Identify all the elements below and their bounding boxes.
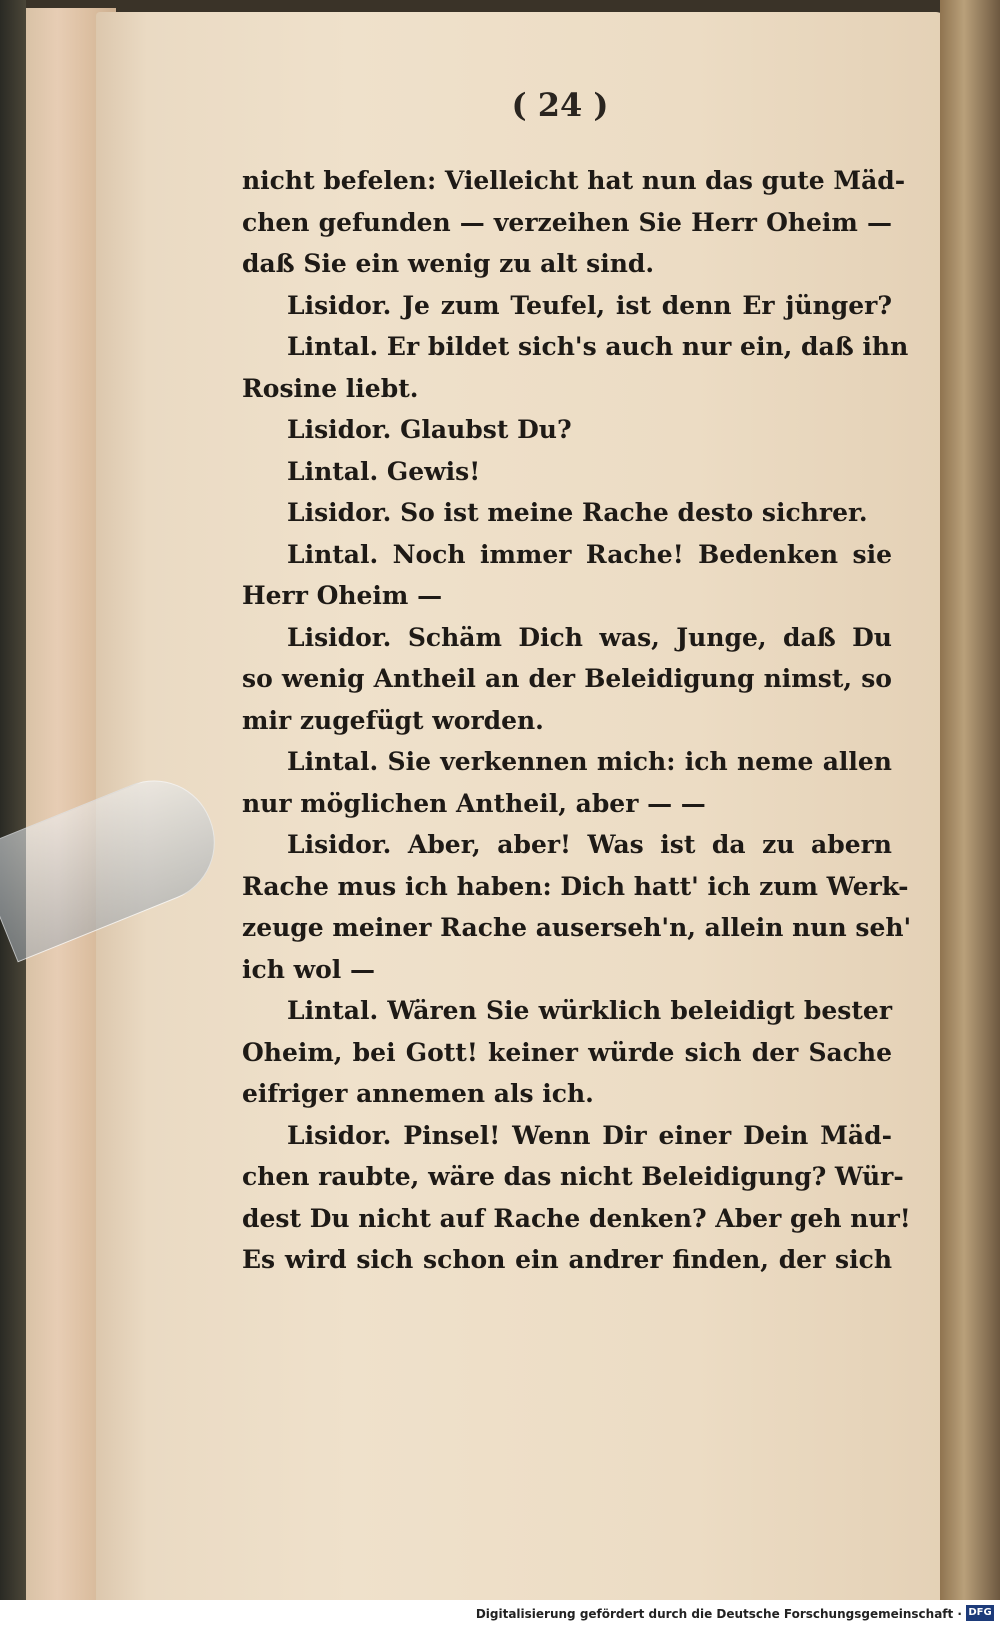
funding-credit: Digitalisierung gefördert durch die Deutsche Forschungsgemeinschaft ·	[475, 1607, 962, 1621]
text-line: Rache mus ich haben: Dich hatt' ich zum Werk-	[242, 871, 909, 901]
text-line: eifriger annemen als ich.	[242, 1079, 594, 1108]
text-line: Lisidor. Schäm Dich was, Junge, daß Du	[287, 622, 892, 652]
text-line: chen gefunden — verzeihen Sie Herr Oheim —	[242, 207, 892, 237]
dark-background	[0, 0, 26, 1600]
text-line: Lintal. Er bildet sich's auch nur ein, daß ihn	[287, 332, 909, 361]
text-line: Lintal. Gewis!	[287, 456, 481, 486]
dfg-logo: DFG	[966, 1605, 994, 1621]
text-line: nur möglichen Antheil, aber — —	[242, 788, 706, 818]
text-line: Lisidor. Pinsel! Wenn Dir einer Dein Mäd-	[287, 1120, 892, 1150]
text-line: chen raubte, wäre das nicht Beleidigung? Wür-	[242, 1162, 904, 1191]
text-line: Oheim, bei Gott! keiner würde sich der Sache	[242, 1037, 892, 1067]
text-line: daß Sie ein wenig zu alt sind.	[242, 249, 655, 278]
text-line: so wenig Antheil an der Beleidigung nimst, so	[242, 664, 892, 693]
footer	[0, 1600, 1000, 1628]
text-line: Lisidor. So ist meine Rache desto sichrer.	[287, 498, 868, 527]
text-line: Lintal. Wären Sie würklich beleidigt bester	[287, 996, 892, 1025]
text-line: Lisidor. Aber, aber! Was ist da zu abern	[287, 830, 892, 859]
text-line: Lintal. Sie verkennen mich: ich neme allen	[287, 747, 892, 776]
text-line: ich wol —	[242, 954, 375, 984]
text-line: mir zugefügt worden.	[242, 705, 544, 735]
text-line: dest Du nicht auf Rache denken? Aber geh nur!	[242, 1203, 911, 1233]
text-line: Lisidor. Glaubst Du?	[287, 415, 572, 444]
text-line: nicht befelen: Vielleicht hat nun das gute Mäd-	[242, 166, 906, 195]
text-line: Lintal. Noch immer Rache! Bedenken sie	[287, 539, 892, 569]
text-line: Rosine liebt.	[242, 373, 419, 403]
page-text	[242, 160, 912, 1281]
text-line: zeuge meiner Rache auserseh'n, allein nun seh'	[242, 913, 912, 942]
page-number: ( 24 )	[511, 86, 609, 124]
text-line: Lisidor. Je zum Teufel, ist denn Er jünger?	[287, 290, 892, 320]
text-line: Es wird sich schon ein andrer finden, der sich	[242, 1245, 892, 1274]
text-line: Herr Oheim —	[242, 581, 443, 610]
book-binding-edge	[940, 0, 1000, 1600]
